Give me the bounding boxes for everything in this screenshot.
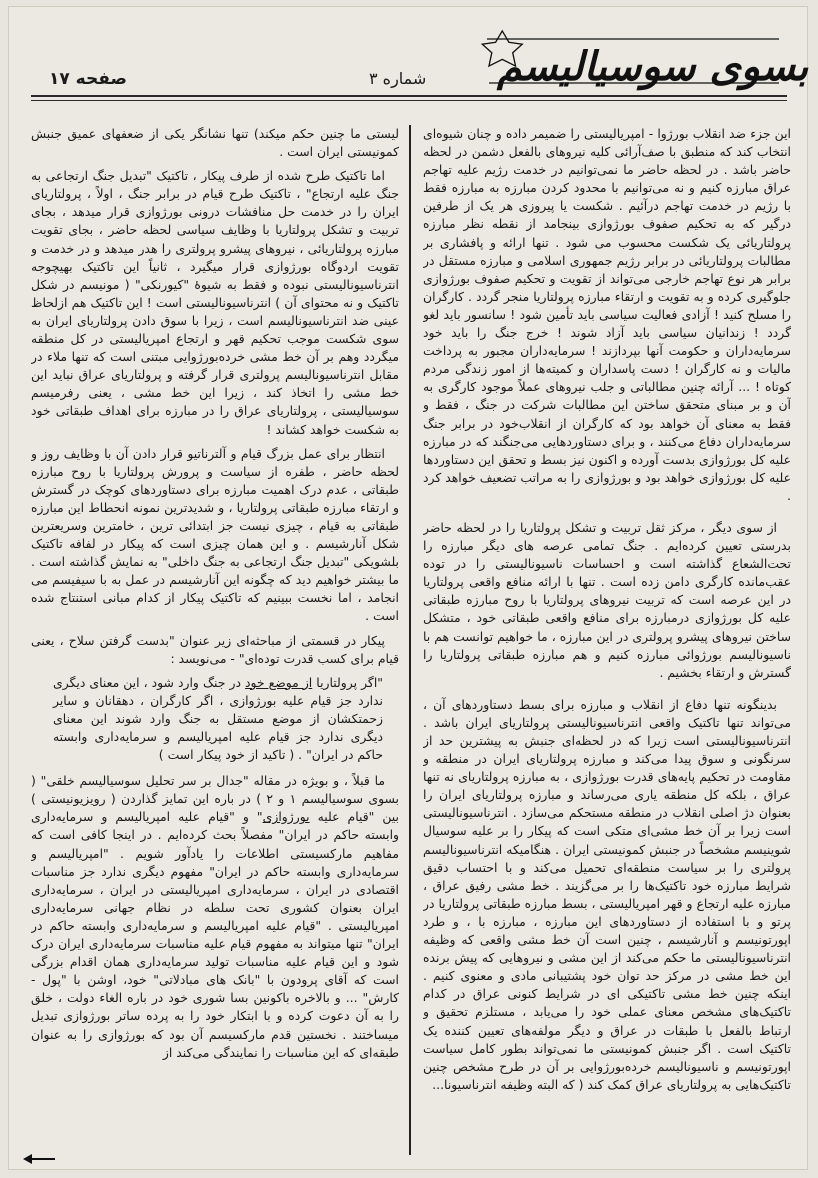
page-number: صفحه ۱۷	[49, 69, 127, 89]
paragraph: ما قبلاً ، و بویژه در مقاله "جدال بر سر تحلیل سوسیالیسم خلقی" ( بسوی سوسیالیسم ۱ و ۲ ) در باره این تمایز گذاردن ( رویزیونیستی ) بین "قیام علیه بورژوازی" و "قیام علیه امپریالیسم و سرمایه‌داری وابسته حاکم در ایران" مفصلاً بحث کرده‌ایم . در اینجا کافی است که مفاهیم مارکسیستی اطلاعات را یادآور شویم . "امپریالیسم و سرمایه‌داری وابسته حاکم در ایران" مفهوم دیگری ندارد جز مناسبات اقتصادی در ایران ، سرمایه‌داری امپریالیستی در ایران ، سرمایه‌داری ایران بعنوان کشوری تحت سلطه در نظام جهانی سرمایه‌داری امپریالیستی . "قیام علیه امپریالیسم و سرمایه‌داری وابسته حاکم در ایران" تنها میتواند به مفهوم قیام علیه مناسبات سرمایه‌داری ایران درک شود و این قیام علیه مناسبات تولید سرمایه‌داری همان اقدام بزرگی است که آقای پرودون با "بانک های مبادلاتی" خود، اوشن با "پول - کارش" ... و بالاخره باکونین بسا شوری خود در باره الغاء دولت ، خلق را به آن دعوت کرده و با ابتکار خود را به پرده ساتر بورژوازی تبدیل میساختند . نخستین قدم مارکسیسم آن بود که بورژوازی را به عنوان طبقه‌ای که این مناسبات را نمایندگی می‌کند از	[31, 773, 399, 1060]
column-divider	[409, 125, 411, 1155]
continue-arrow-icon	[23, 1153, 57, 1165]
paragraph: پیکار در قسمتی از مباحثه‌ای زیر عنوان "بدست گرفتن سلاح ، یعنی قیام برای کسب قدرت توده‌ای" - می‌نویسد :	[31, 632, 399, 666]
paragraph: لیستی ما چنین حکم میکند) تنها نشانگر یکی از ضعفهای عمیق جنبش کمونیستی ایران است .	[31, 126, 399, 160]
underlined-phrase: بورژوازی	[262, 809, 310, 825]
underlined-phrase: از موضع خود	[245, 674, 313, 690]
paragraph: بدینگونه تنها دفاع از انقلاب و مبارزه برای بسط دستاوردهای آن ، می‌تواند تنها تاکتیک واقعی انترناسیونالیستی پرولتاریای ایران باشد . انترناسیونالیستی است زیرا که در لحظه‌ای جنبش به پیشترین حد از سرنگونی و سوق پیدا می‌کند و مبارزه پرولتاریای ایران در منطقه و مقاومت در تحکیم پایه‌های قدرت بورژوازی ، به مبارزه پرولتاریای نه تنها عراق ، بلکه کل منطقه یاری می‌رساند و مبارزه پرولتاریای ایران را بعنوان دژ اصلی انقلاب در منطقه مستحکم می‌سازد . انترناسیونالیستی است زیرا بر آن خط مشی‌ای متکی است که پیکار را بر علیه سوسیال شوینیسم مشخصاً در جنبش کمونیستی ایران . هنگامیکه انترناسیونالیسم پرولتری را بر سیاست منطقه‌ای تحمیل می‌کند و با احتساب دقیق شرایط مبارزه خود تاکتیک‌ها را بر می‌گزیند . خط مشی رفیق عراق ، مبارزه علیه ارتجاع و قهر امپریالیستی ، بسط مبارزه طبقاتی پرولتاریا در پرتو و با استفاده از دستاوردهای این مبارزه ، مبارزه با ، و طرد اپورتونیسم و آنارشیسم ، چنین است آن خط مشی واقعی که وظیفه انترناسیونالیستی ما حکم می‌کند از این مشی و نیروهایی که پیش برنده این خط مشی در مرکز حد توان خود پشتیبانی مادی و معنوی کنیم . اینکه چنین خط مشی تاکتیکی ای در شرایط کنونی عراق در کدام تاکتیک‌های مشخص معنای عملی خود را می‌یابد ، مستلزم تحقیق و ارتباط بالفعل با طبقات در عراق و دیگر مولفه‌های تعیین کننده یک تاکتیک است . اگر جنبش کمونیستی ما نمی‌تواند بطور کامل سیاست اپورتونیسم و ناسیونالیسم خرده‌بورژوایی بر آن در طرح مشخص چنین تاکتیک‌هایی به پرولتاریای عراق کمک کند ( که البته وظیفه انترناسیونا...	[423, 696, 791, 1092]
masthead	[9, 7, 809, 107]
paragraph: انتظار برای عمل بزرگ قیام و آلترناتیو قرار دادن آن با وظایف روز و لحظه حاضر ، طفره از سیاست و پرورش پرولتاریا با روح مبارزه طبقاتی ، عدم درک اهمیت مبارزه برای دستاوردهای کوچک در گسترش و ارتقاء مبارزه طبقاتی پرولتاریا ، و شدیدترین نمونه انحطاط این مبارزه طبقاتی به قیام ، چیزی نیست جز ابتدائی ترین ، خامترین وسریعترین شکل آنارشیسم . و این همان چیزی است که پیکار در لفافه تاکتیک بلشویکی "تبدیل جنگ ارتجاعی به جنگ داخلی" به نمایش گذاشته است . ما بیشتر خواهیم دید که چگونه این آنارشیسم در عمل به با سیفیسم می انجامد ، اما نخست ببینیم که تاکتیک پیکار از کدام مبانی استنتاج شده است .	[31, 445, 399, 624]
article-column-right	[423, 125, 791, 1165]
paragraph: این جزء ضد انقلاب بورژوا - امپریالیستی را ضمیمر داده و چنان شیوه‌ای انتخاب کند که منطبق با صف‌آرائی کلیه نیروهای بالفعل دشمن در لحظه حاضر باشد . در لحظه حاضر ما نمی‌توانیم در خدمت رژیم علیه تهاجم عراق مبارزه کنیم و نه می‌توانیم با محدود کردن مبارزه به مبارزه فقط با رژیم در خدمت تهاجم درآئیم . شکست یا پیروزی هر یک از طرفین درگیر که به تحکیم صفوف بورژوازی بینجامد از نقطه نظر مبارزه پرولتاریائی یک شکست محسوب می شود . تنها ارائه و پافشاری بر مطالبات پرولتاریائی در برابر رژیم جمهوری اسلامی و مبارزه مستقل در برابر هر نوع تهاجم خارجی می‌تواند از تقویت و تحکیم صفوف بورژوازی جلوگیری کرده و به تقویت و ارتقاء مبارزه پرولتاریا منجر گردد . کارگران را مسلح کنید ! آزادی فعالیت سیاسی باید تأمین شود ! سانسور باید لغو گردد ! زندانیان سیاسی باید آزاد شوند ! خرج جنگ را باید خود سرمایه‌داران و حکومت آنها بپردازند ! سرمایه‌داران مجبور به پرداخت مالیات و نه کارگران ! دست پاسداران و کمیته‌ها از امور زندگی مردم کوتاه ! ... آرائه چنین مطالباتی و جلب نیروهای عملاً موجود کارگری به آن و بر مبنای متحقق ساختن این مطالبات شرکت در جنگ ، فقط و فقط به معنای آن خواهد بود که کارگران از انقلاب‌خود در برابر جنگ سرمایه‌داران دفاع می‌کنند ، و برای دستاوردهایی می‌جنگند که در مبارزه علیه کل بورژوازی بدست آورده و اکنون نیز بسط و تحقق این دستاوردها علیه کل بورژوازی خواهد بود و بورژوازی را به مراتب تضعیف خواهد کرد .	[423, 126, 791, 503]
masthead-title: بسوی سوسیالیسم	[497, 43, 809, 90]
masthead-rule	[31, 95, 787, 97]
issue-number: شماره ۳	[369, 69, 427, 88]
article-column-left	[31, 125, 399, 1165]
newspaper-page	[8, 6, 808, 1170]
paragraph: اما تاکتیک طرح شده از طرف پیکار ، تاکتیک "تبدیل جنگ ارتجاعی به جنگ علیه ارتجاع" ، تاکتیک طرح قیام در برابر جنگ ، اولاً ، پرولتاریای ایران را در خدمت حل منافشات درونی بورژوازی قرار میدهد ، بجای تربیت و تشکل پرولتاریا با وظایف سیاسی لحظه حاضر ، بجای تقویت مبارزه پرولتاریائی ، نیروهای پیشرو پرولتری را هدر میدهد و در خدمت و تقویت اردوگاه بورژوازی قرار میگیرد ، ثانیاً این تاکتیک بهیچوجه انترناسیونالیستی نبوده و فقط به شیوهٔ "کیورنکی" ( مونیسم در شکل تاکتیک و نه محتوای آن ) انترناسیونالیستی است ! این تاکتیک هم ازلحاظ عینی ضد انترناسیونالیسم است ، زیرا با سوق دادن پرولتاریای ایران به سوی شکست موجب تحکیم قهر و ارتجاع امپریالیستی در کل منطقه میگردد وهم بر آن خط مشی خرده‌بورژوایی مبتنی است که تنها ملاء در مقابل انترناسیونالیسم پرولتری قرار گرفته و پرولتاریای عراق نباید این خط مشی را اتخاذ کند ، زیرا این خط مشی ، یعنی رفرمیسم سوسیالیستی ، پرولتاریای عراق را در مبارزه برای اهداف طبقاتی خود به شکست خواهد کشاند !	[31, 168, 399, 437]
block-quote: "اگر پرولتاریا از موضع خود در جنگ وارد شود ، این معنای دیگری ندارد جز قیام علیه بورژوازی ، اگر کارگران ، دهقانان و سایر زحمتکشان از موضع مستقل به جنگ وارد شوند این معنای دیگری ندارد جز قیام علیه امپریالیسم و سرمایه‌داری وابسته حاکم در ایران" . ( تاکید از خود پیکار است )	[53, 674, 383, 763]
masthead-rule-thin	[31, 100, 787, 101]
paragraph: از سوی دیگر ، مرکز ثقل تربیت و تشکل پرولتاریا را در لحظه حاضر بدرستی تعیین کرده‌ایم . جنگ تمامی عرصه های دیگر مبارزه را تحت‌الشعاع گذاشته است و احساسات ناسیونالیستی را در توده عقب‌مانده کارگری دامن زده است . تنها با ارائه منافع واقعی پرولتاریا در این عرصه است که تربیت نیروهای پرولتاریا با روح مبارزه طبقاتی علیه کل بورژوازی درمبارزه برای منافع واقعی طبقاتی خود ، متشکل ساختن نیروهای پیشرو پرولتری در این مبارزه ، ما خواهیم توانست هم با ناسیونالیسم بورژوائی مبارزه کنیم و هم مبارزه طبقاتی پرولتاریا را گسترش و ارتقاء بخشیم .	[423, 519, 791, 680]
